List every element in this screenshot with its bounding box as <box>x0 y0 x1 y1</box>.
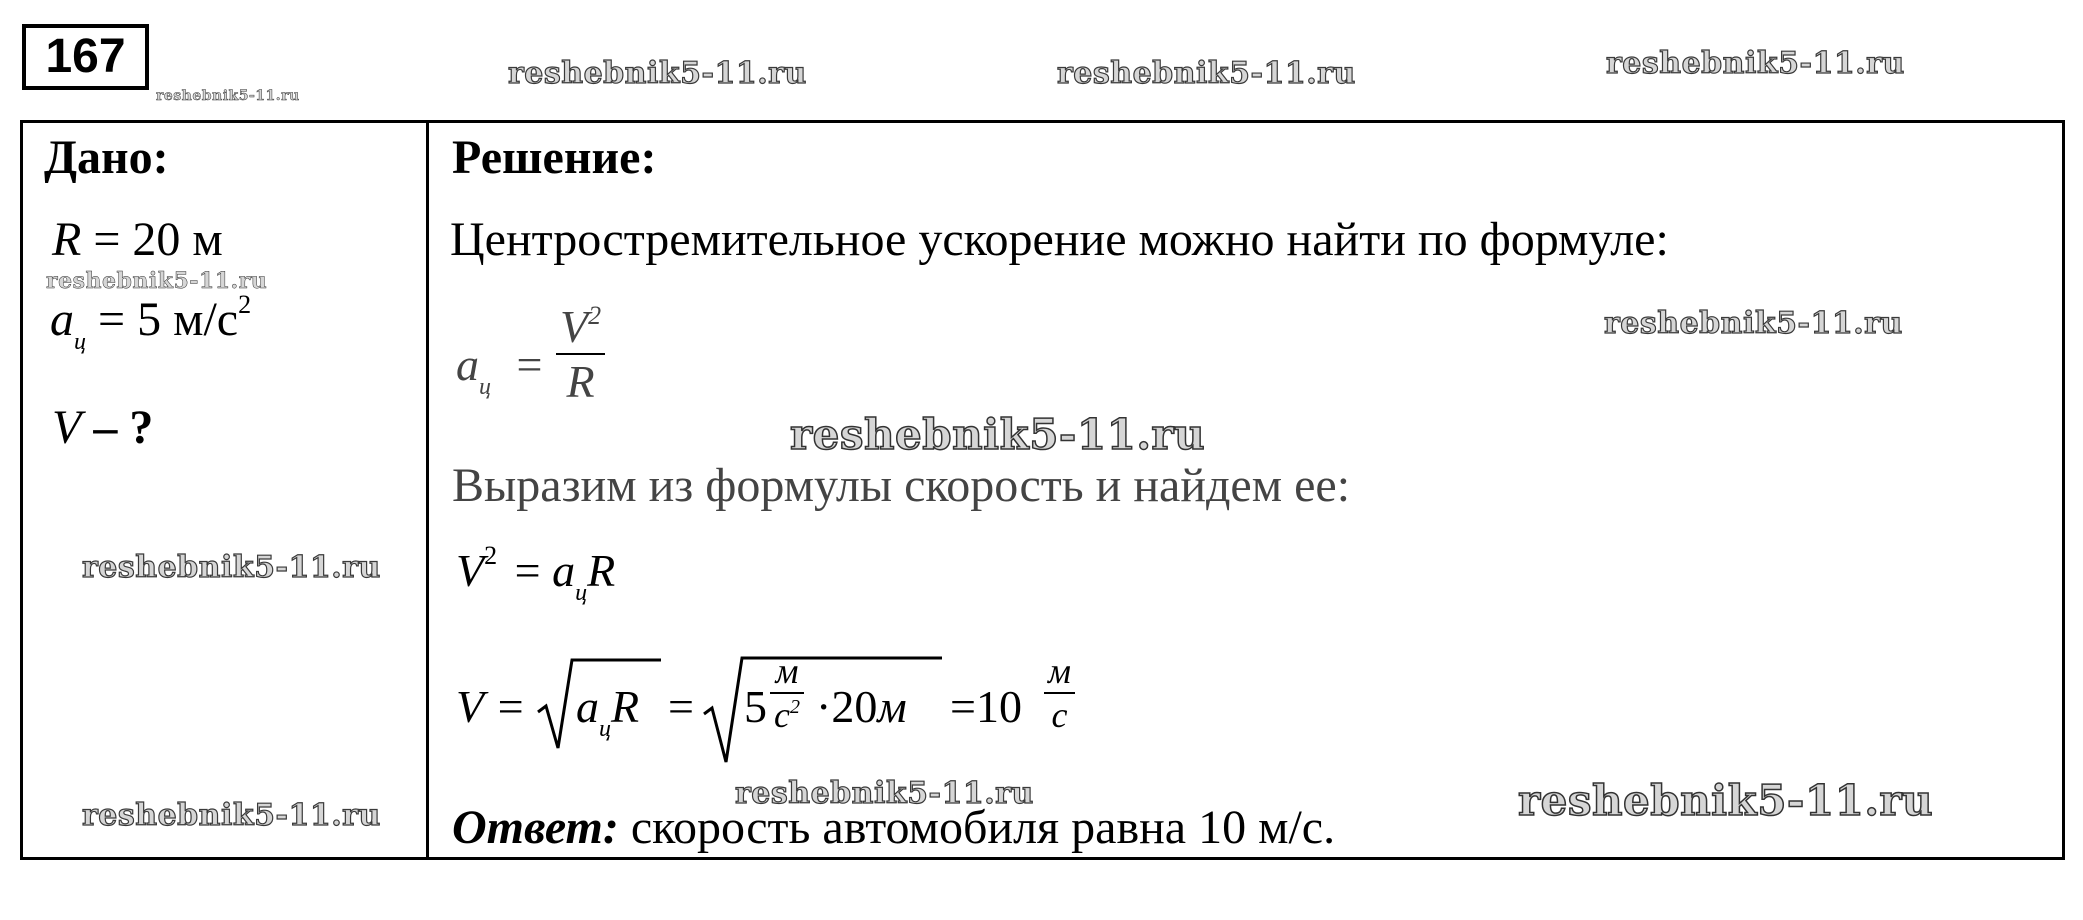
watermark: reshebnik5-11.ru <box>1057 56 1356 91</box>
given-unknown: V – ? <box>52 401 154 454</box>
given-radius: R = 20 м <box>52 213 223 266</box>
watermark: reshebnik5-11.ru <box>1518 776 1934 825</box>
formula-centripetal: $a_ц$ = <box>456 339 543 400</box>
formula-velocity-squared: $V^2 = a_цR$ <box>456 541 616 606</box>
watermark: reshebnik5-11.ru <box>508 56 807 91</box>
watermark: reshebnik5-11.ru <box>82 798 381 833</box>
given-acceleration: $a_ц = 5$ $м/с^2$ <box>50 290 252 355</box>
solution-text-2: Выразим из формулы скорость и найдем ее: <box>452 459 1351 512</box>
watermark: reshebnik5-11.ru <box>1606 46 1905 81</box>
solution-header: Решение: <box>452 131 657 184</box>
watermark: reshebnik5-11.ru <box>46 268 268 294</box>
formula-result: =10 <box>950 681 1022 732</box>
watermark: reshebnik5-11.ru <box>735 776 1034 811</box>
watermark: reshebnik5-11.ru <box>790 410 1206 459</box>
watermark: reshebnik5-11.ru <box>82 550 381 585</box>
result-unit-fraction: м с <box>1044 650 1075 736</box>
given-header: Дано: <box>44 131 169 184</box>
formula-centripetal-fraction: $\frac{V^2}{R}$ <box>556 300 605 408</box>
problem-number: 167 <box>22 24 149 90</box>
answer: Ответ: скорость автомобиля равна 10 м/с. <box>452 801 1336 854</box>
formula-coefficient: 5 <box>744 681 767 732</box>
formula-velocity-lhs: V = <box>456 681 526 732</box>
column-divider <box>426 120 429 860</box>
watermark: reshebnik5-11.ru <box>1604 306 1903 341</box>
formula-sqrt-ar: $a_цR$ <box>576 681 640 742</box>
solution-text-1: Центростремительное ускорение можно найти по формуле: <box>450 213 1669 266</box>
formula-times: ·20м <box>816 681 907 732</box>
unit-fraction: м $с^2$ <box>770 650 804 736</box>
formula-equals: = <box>668 681 694 732</box>
watermark: reshebnik5-11.ru <box>156 88 300 104</box>
